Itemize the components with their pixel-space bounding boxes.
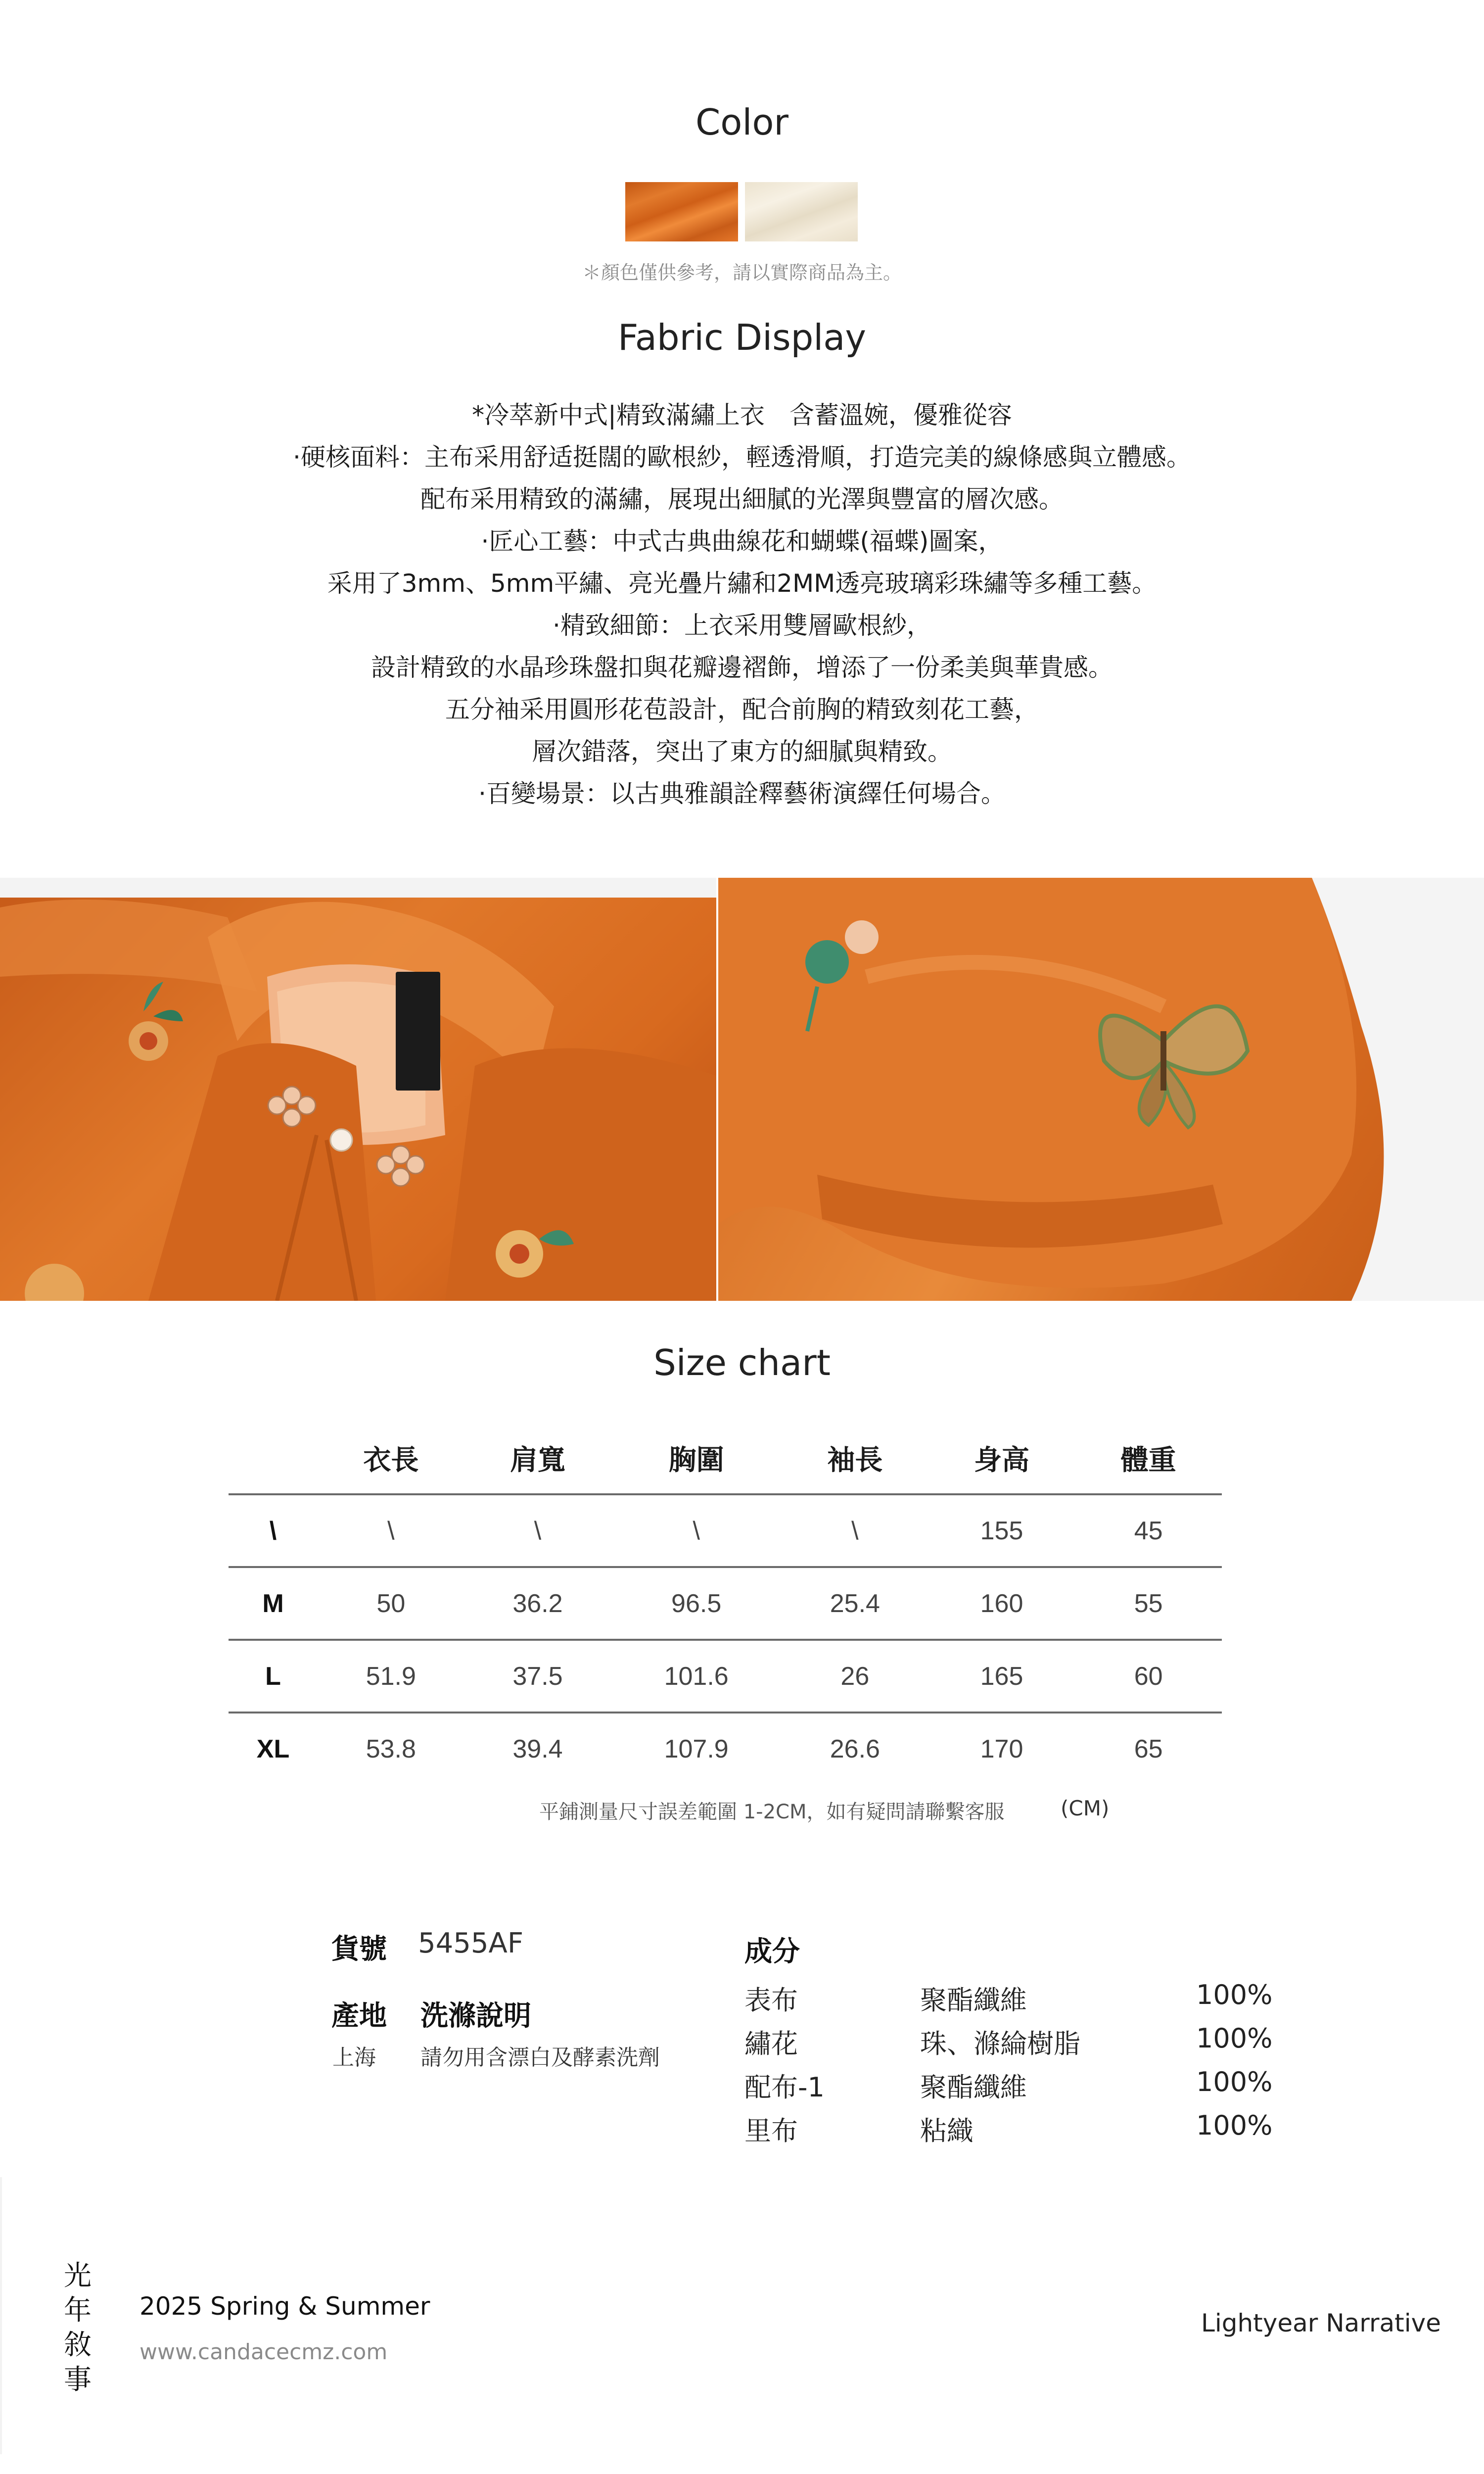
composition-material: 聚酯纖維 (920, 1985, 1027, 2016)
desc-line: ·精致細節：上衣采用雙層歐根紗， (553, 611, 931, 640)
orange-swatch[interactable] (625, 182, 738, 241)
desc-line: *冷萃新中式|精致滿繡上衣 含蓄溫婉，優雅從容 (472, 401, 1012, 429)
table-cell: 26 (782, 1640, 928, 1713)
size-column-header (229, 1423, 318, 1494)
wash-label: 洗滌說明 (420, 2000, 531, 2032)
table-cell: 50 (318, 1567, 464, 1640)
table-row (229, 1713, 1222, 1784)
table-cell: 37.5 (464, 1640, 611, 1713)
table-cell: 51.9 (318, 1640, 464, 1713)
table-cell: 107.9 (611, 1713, 782, 1784)
desc-line: 層次錯落，突出了東方的細膩與精致。 (532, 737, 952, 766)
desc-line: 五分袖采用圓形花苞設計，配合前胸的精致刻花工藝， (445, 695, 1039, 724)
desc-line: ·硬核面料：主布采用舒适挺闊的歐根紗，輕透滑順，打造完美的線條感與立體感。 (293, 443, 1191, 472)
brand-english-name: Lightyear Narrative (1201, 2309, 1441, 2337)
desc-line: ·百變場景：以古典雅韻詮釋藝術演繹任何場合。 (478, 779, 1006, 808)
table-cell: 36.2 (464, 1567, 611, 1640)
collar-detail-photo (0, 878, 716, 1301)
fabric-description (0, 394, 1484, 815)
table-cell: 101.6 (611, 1640, 782, 1713)
table-cell: 25.4 (782, 1567, 928, 1640)
website-link[interactable]: www.candacecmz.com (139, 2339, 388, 2365)
season-label: 2025 Spring & Summer (139, 2292, 430, 2321)
table-cell: 26.6 (782, 1713, 928, 1784)
table-cell: 170 (928, 1713, 1075, 1784)
composition-material: 珠、滌綸樹脂 (920, 2028, 1080, 2059)
composition-part: 配布-1 (744, 2072, 825, 2103)
table-cell: 155 (928, 1494, 1075, 1567)
desc-line: ·匠心工藝：中式古典曲線花和蝴蝶(福蝶)圖案， (481, 527, 1003, 556)
sleeve-detail-photo (718, 878, 1484, 1301)
table-cell: 60 (1075, 1640, 1222, 1713)
wash-instructions: 請勿用含漂白及酵素洗劑 (420, 2045, 660, 2070)
composition-percent: 100% (1196, 2023, 1273, 2054)
column-header-length: 衣長 (363, 1444, 419, 1475)
size-table (229, 1423, 1222, 1784)
composition-part: 繡花 (744, 2028, 798, 2059)
desc-line: 設計精致的水晶珍珠盤扣與花瓣邊褶飾，增添了一份柔美與華貴感。 (371, 653, 1113, 682)
desc-line: 配布采用精致的滿繡，展現出細膩的光澤與豐富的層次感。 (420, 485, 1064, 514)
table-cell: \ (611, 1494, 782, 1567)
table-cell: \ (782, 1494, 928, 1567)
table-cell: 165 (928, 1640, 1075, 1713)
collar-detail-illustration (0, 878, 716, 1301)
table-cell: \ (318, 1494, 464, 1567)
table-cell: \ (464, 1494, 611, 1567)
size-label: XL (229, 1713, 318, 1784)
size-label: L (229, 1640, 318, 1713)
composition-percent: 100% (1196, 2110, 1273, 2141)
origin-label: 產地 (331, 2000, 387, 2032)
composition-part: 表布 (744, 1985, 798, 2016)
vertical-brand-title: 光 年 敘 事 (64, 2260, 92, 2396)
table-cell: 45 (1075, 1494, 1222, 1567)
composition-part: 里布 (744, 2115, 798, 2146)
table-cell: 39.4 (464, 1713, 611, 1784)
column-header-sleeve: 袖長 (827, 1444, 883, 1475)
left-edge-line (0, 2177, 2, 2454)
composition-material: 粘織 (920, 2115, 974, 2146)
size-chart-title: Size chart (653, 1342, 831, 1383)
composition-percent: 100% (1196, 2066, 1273, 2097)
item-number: 5455AF (418, 1927, 524, 1959)
measurement-note: 平鋪測量尺寸誤差範圍 1-2CM，如有疑問請聯繫客服 (539, 1801, 1005, 1823)
composition-percent: 100% (1196, 1979, 1273, 2010)
table-row (229, 1640, 1222, 1713)
table-row (229, 1567, 1222, 1640)
color-note: ＊顏色僅供參考，請以實際商品為主。 (582, 262, 902, 284)
size-table-header-row (229, 1423, 1222, 1494)
composition-label: 成分 (744, 1936, 800, 1968)
item-number-label: 貨號 (331, 1933, 387, 1965)
column-header-weight: 體重 (1120, 1444, 1176, 1475)
composition-material: 聚酯纖維 (920, 2072, 1027, 2103)
size-label: \ (229, 1494, 318, 1567)
table-row (229, 1494, 1222, 1567)
cream-swatch[interactable] (745, 182, 858, 241)
table-cell: 53.8 (318, 1713, 464, 1784)
table-cell: 160 (928, 1567, 1075, 1640)
table-cell: 65 (1075, 1713, 1222, 1784)
desc-line: 采用了3mm、5mm平繡、亮光疊片繡和2MM透亮玻璃彩珠繡等多種工藝。 (327, 569, 1157, 598)
table-cell: 55 (1075, 1567, 1222, 1640)
column-header-shoulder: 肩寬 (510, 1444, 565, 1475)
origin-value: 上海 (332, 2045, 376, 2070)
fabric-title: Fabric Display (617, 317, 867, 358)
size-label: M (229, 1567, 318, 1640)
color-title: Color (696, 101, 788, 143)
table-cell: 96.5 (611, 1567, 782, 1640)
sleeve-detail-illustration (718, 878, 1484, 1301)
column-header-height: 身高 (974, 1444, 1029, 1475)
unit-label: (CM) (1061, 1796, 1110, 1820)
column-header-bust: 胸圍 (668, 1444, 724, 1475)
